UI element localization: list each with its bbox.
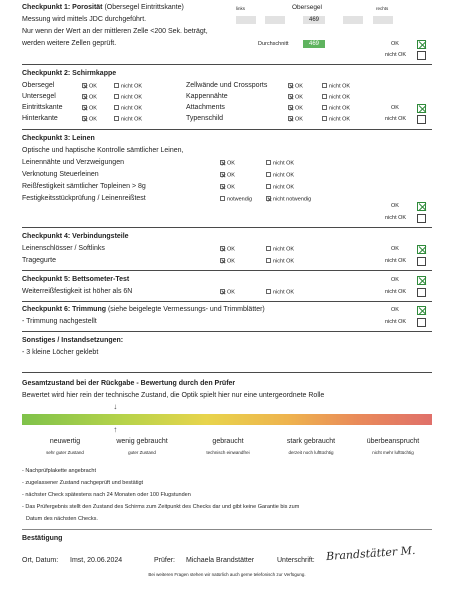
cp2-nicht-ok-checkbox[interactable] xyxy=(417,115,426,124)
checkbox-icon xyxy=(82,94,87,99)
rating-marker-down-arrow-icon: ↓ xyxy=(113,402,118,411)
divider xyxy=(22,227,432,228)
note-1: - Nachprüfplakette angebracht xyxy=(22,468,96,474)
scale-label-1: neuwertig sehr guter Zustand xyxy=(46,438,84,455)
checkbox-icon xyxy=(266,246,271,251)
cp1-field-rechts-1 xyxy=(343,16,363,24)
cp2-nicht-ok-label: nicht OK xyxy=(385,116,407,122)
cp5-nicht-ok-checkbox[interactable] xyxy=(417,288,426,297)
cp6-item: - Trimmung nachgestellt xyxy=(22,318,97,325)
cp4-row-1-opt-ok[interactable]: OK xyxy=(220,246,235,253)
scale-label-5: überbeansprucht nicht mehr lufttüchtig xyxy=(366,438,420,455)
cp6-title-suffix: (siehe beigelegte Vermessungs- und Trimmblätter) xyxy=(107,306,265,313)
checkbox-icon xyxy=(220,172,225,177)
divider xyxy=(22,301,432,302)
cp5-item: Weiterreißfestigkeit ist höher als 6N xyxy=(22,288,133,295)
cp2-left-3-opt-ok[interactable]: OK xyxy=(82,105,97,112)
cp3-ok-label: OK xyxy=(391,203,399,209)
cp3-row-2-opt-ok[interactable]: OK xyxy=(220,160,235,167)
checkbox-icon xyxy=(82,83,87,88)
cp3-row-2-opt-nicht-ok[interactable]: nicht OK xyxy=(266,160,294,167)
cp5-opt-ok[interactable]: OK xyxy=(220,289,235,296)
cp2-right-4-opt-ok[interactable]: OK xyxy=(288,116,303,123)
rating-marker-up-arrow-icon: ↑ xyxy=(113,425,118,434)
cp2-right-3-opt-nicht-ok[interactable]: nicht OK xyxy=(322,105,350,112)
cp1-nicht-ok-label: nicht OK xyxy=(385,52,407,58)
checkbox-icon xyxy=(114,116,119,121)
cp6-nicht-ok-checkbox[interactable] xyxy=(417,318,426,327)
checkbox-icon xyxy=(220,258,225,263)
cp4-row-2-opt-ok[interactable]: OK xyxy=(220,258,235,265)
cp3-ok-checkbox[interactable] xyxy=(417,202,426,211)
scale-label-4: stark gebraucht derzeit noch lufttüchtig xyxy=(286,438,336,455)
cp2-left-2-opt-ok[interactable]: OK xyxy=(82,94,97,101)
cp1-heading xyxy=(22,4,184,13)
cp1-line-2: Nur wenn der Wert an der mittleren Zelle <200 Sek. beträgt, xyxy=(22,28,208,35)
cp2-ok-checkbox[interactable] xyxy=(417,104,426,113)
cp2-right-2-opt-nicht-ok[interactable]: nicht OK xyxy=(322,94,350,101)
checkbox-icon xyxy=(220,160,225,165)
footer-note: Bei weiteren Fragen stehen wir natürlich auch gerne telefonisch zur Verfügung. xyxy=(148,572,306,577)
cp3-item-1: Optische und haptische Kontrolle sämtlicher Leinen, xyxy=(22,147,184,154)
cp2-left-item-4: Hinterkante xyxy=(22,115,58,122)
checkbox-icon xyxy=(288,94,293,99)
checkbox-icon xyxy=(220,196,225,201)
sonstiges-title: Sonstiges / Instandsetzungen: xyxy=(22,337,124,344)
ort-datum-label: Ort, Datum: xyxy=(22,557,59,564)
cp2-right-1-opt-nicht-ok[interactable]: nicht OK xyxy=(322,83,350,90)
checkbox-icon xyxy=(288,116,293,121)
checkbox-icon xyxy=(322,94,327,99)
checkbox-icon xyxy=(266,196,271,201)
cp6-nicht-ok-label: nicht OK xyxy=(385,319,407,325)
checkbox-icon xyxy=(266,160,271,165)
checkbox-icon xyxy=(82,116,87,121)
pruefer-value: Michaela Brandstätter xyxy=(186,557,255,564)
cp5-nicht-ok-label: nicht OK xyxy=(385,289,407,295)
cp1-durchschnitt-label: Durchschnitt xyxy=(258,41,289,47)
divider xyxy=(22,129,432,130)
condition-scale-bar xyxy=(22,414,432,425)
divider xyxy=(22,529,432,530)
checkbox-icon xyxy=(114,105,119,110)
cp6-ok-checkbox[interactable] xyxy=(417,306,426,315)
cp3-item-5: Festigkeitsstückprüfung / Leinenreißtest xyxy=(22,195,146,202)
cp1-col-links: links xyxy=(236,6,246,11)
cp1-ok-checkbox[interactable] xyxy=(417,40,426,49)
cp3-title: Checkpunkt 3: Leinen xyxy=(22,135,95,142)
cp1-title-suffix: (Obersegel Eintrittskante) xyxy=(104,4,184,11)
cp2-right-4-opt-nicht-ok[interactable]: nicht OK xyxy=(322,116,350,123)
cp2-right-item-3: Attachments xyxy=(186,104,225,111)
cp4-title: Checkpunkt 4: Verbindungsteile xyxy=(22,233,129,240)
cp6-ok-label: OK xyxy=(391,307,399,313)
cp2-right-3-opt-ok[interactable]: OK xyxy=(288,105,303,112)
cp2-right-2-opt-ok[interactable]: OK xyxy=(288,94,303,101)
cp2-ok-label: OK xyxy=(391,105,399,111)
checkbox-icon xyxy=(114,83,119,88)
cp3-nicht-ok-label: nicht OK xyxy=(385,215,407,221)
cp2-left-3-opt-nicht-ok[interactable]: nicht OK xyxy=(114,105,142,112)
cp5-ok-label: OK xyxy=(391,277,399,283)
cp2-left-item-2: Untersegel xyxy=(22,93,56,100)
checkbox-icon xyxy=(220,184,225,189)
cp2-left-1-opt-ok[interactable]: OK xyxy=(82,83,97,90)
cp3-row-4-opt-ok[interactable]: OK xyxy=(220,184,235,191)
checkbox-icon xyxy=(266,184,271,189)
cp4-row-1-opt-nicht-ok[interactable]: nicht OK xyxy=(266,246,294,253)
scale-label-2: wenig gebraucht guter Zustand xyxy=(116,438,168,455)
checkbox-icon xyxy=(266,172,271,177)
checkbox-icon xyxy=(220,289,225,294)
cp2-right-1-opt-ok[interactable]: OK xyxy=(288,83,303,90)
note-2: - zugelassener Zustand nachgeprüft und bestätigt xyxy=(22,480,144,486)
scale-label-3: gebraucht technisch einwandfrei xyxy=(206,438,250,455)
cp1-nicht-ok-checkbox[interactable] xyxy=(417,51,426,60)
cp1-line-1: Messung wird mittels JDC durchgeführt. xyxy=(22,16,147,23)
sonstiges-item: - 3 kleine Löcher geklebt xyxy=(22,349,99,356)
ort-datum-value: Imst, 20.06.2024 xyxy=(70,557,123,564)
cp2-left-2-opt-nicht-ok[interactable]: nicht OK xyxy=(114,94,142,101)
cp3-item-2: Leinennähte und Verzweigungen xyxy=(22,159,124,166)
checkbox-icon xyxy=(288,83,293,88)
checkbox-icon xyxy=(288,105,293,110)
cp1-field-mid: 469 xyxy=(303,16,325,24)
checkbox-icon xyxy=(322,116,327,121)
cp1-col-obersegel: Obersegel xyxy=(292,4,322,11)
divider xyxy=(22,372,432,373)
cp2-right-item-2: Kappennähte xyxy=(186,93,228,100)
cp1-field-links-2 xyxy=(265,16,285,24)
cp4-item-2: Tragegurte xyxy=(22,257,56,264)
cp6-title: Checkpunkt 6: Trimmung xyxy=(22,306,107,313)
cp1-durchschnitt-value: 469 xyxy=(303,40,325,48)
cp5-opt-nicht-ok[interactable]: nicht OK xyxy=(266,289,294,296)
checkbox-icon xyxy=(322,83,327,88)
cp5-title: Checkpunkt 5: Bettsometer-Test xyxy=(22,276,130,283)
cp3-row-4-opt-nicht-ok[interactable]: nicht OK xyxy=(266,184,294,191)
cp2-title: Checkpunkt 2: Schirmkappe xyxy=(22,70,117,77)
cp2-right-item-1: Zellwände und Crossports xyxy=(186,82,268,89)
note-5: Datum des nächsten Checks. xyxy=(26,516,98,522)
cp1-col-rechts: rechts xyxy=(376,6,389,11)
cp2-left-1-opt-nicht-ok[interactable]: nicht OK xyxy=(114,83,142,90)
checkbox-icon xyxy=(266,258,271,263)
cp3-row-3-opt-nicht-ok[interactable]: nicht OK xyxy=(266,172,294,179)
cp1-ok-label: OK xyxy=(391,41,399,47)
cp1-line-3: werden weitere Zellen geprüft. xyxy=(22,40,117,47)
cp2-right-item-4: Typenschild xyxy=(186,115,223,122)
cp3-row-3-opt-ok[interactable]: OK xyxy=(220,172,235,179)
bestaetigung-title: Bestätigung xyxy=(22,535,63,542)
unterschrift-label: Unterschrift: xyxy=(277,557,315,564)
cp4-item-1: Leinenschlösser / Softlinks xyxy=(22,245,105,252)
cp3-item-4: Reißfestigkeit sämtlicher Topleinen > 8g xyxy=(22,183,146,190)
divider xyxy=(22,64,432,65)
signature: Brandstätter M. xyxy=(325,543,416,564)
checkbox-icon xyxy=(266,289,271,294)
cp1-field-links-1 xyxy=(236,16,256,24)
cp3-nicht-ok-checkbox[interactable] xyxy=(417,214,426,223)
cp4-nicht-ok-label: nicht OK xyxy=(385,258,407,264)
cp4-ok-checkbox[interactable] xyxy=(417,245,426,254)
cp4-nicht-ok-checkbox[interactable] xyxy=(417,257,426,266)
cp2-left-4-opt-ok[interactable]: OK xyxy=(82,116,97,123)
pruefer-label: Prüfer: xyxy=(154,557,176,564)
gesamt-title: Gesamtzustand bei der Rückgabe - Bewertung durch den Prüfer xyxy=(22,380,236,387)
checkbox-icon xyxy=(220,246,225,251)
cp3-row-5-opt-nicht-notwendig[interactable]: nicht notwendig xyxy=(266,196,311,203)
checkbox-icon xyxy=(82,105,87,110)
cp2-left-item-1: Obersegel xyxy=(22,82,55,89)
divider xyxy=(22,331,432,332)
checkbox-icon xyxy=(114,94,119,99)
note-4: - Das Prüfergebnis stellt den Zustand des Schirms zum Zeitpunkt des Checks dar und gibt keine Garantie bis zum xyxy=(22,504,300,510)
cp4-ok-label: OK xyxy=(391,246,399,252)
cp3-row-5-opt-notwendig[interactable]: notwendig xyxy=(220,196,252,203)
note-3: - nächster Check spätestens nach 24 Monaten oder 100 Flugstunden xyxy=(22,492,191,498)
cp4-row-2-opt-nicht-ok[interactable]: nicht OK xyxy=(266,258,294,265)
cp5-ok-checkbox[interactable] xyxy=(417,276,426,285)
cp3-item-3: Verknotung Steuerleinen xyxy=(22,171,99,178)
divider xyxy=(22,270,432,271)
cp2-left-4-opt-nicht-ok[interactable]: nicht OK xyxy=(114,116,142,123)
cp1-field-rechts-2 xyxy=(373,16,393,24)
cp2-left-item-3: Eintrittskante xyxy=(22,104,63,111)
checkbox-icon xyxy=(322,105,327,110)
gesamt-subtitle: Bewertet wird hier rein der technische Zustand, die Optik spielt hier nur eine untergeordnete Rolle xyxy=(22,392,325,399)
cp1-title: Checkpunkt 1: Porosität xyxy=(22,4,103,11)
cp6-heading xyxy=(22,306,265,315)
